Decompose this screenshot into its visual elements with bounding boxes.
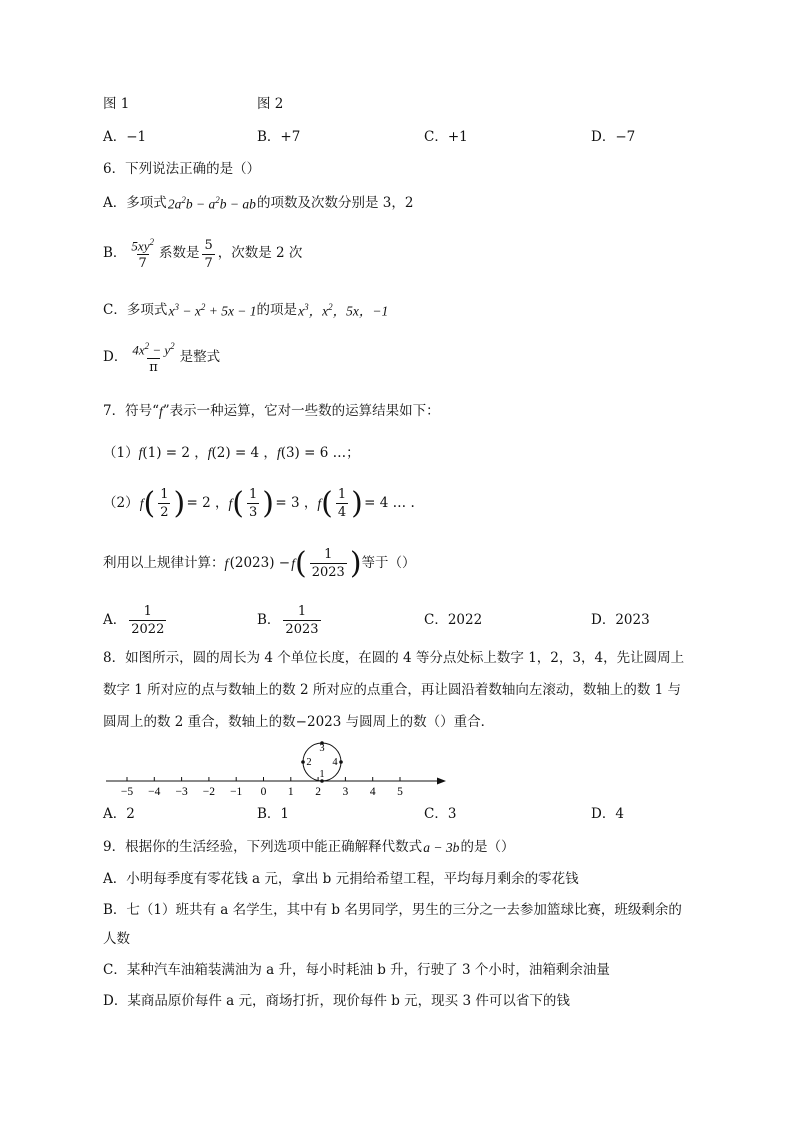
q6-b-coef-text: 系数是 bbox=[158, 245, 200, 262]
q6-d-prefix: D． bbox=[103, 349, 128, 366]
q7-rule-2-label: （2） bbox=[103, 494, 139, 511]
q7-stem-head: 7．符号“ bbox=[103, 403, 159, 419]
q9-expression: a − 3b bbox=[422, 840, 461, 855]
q7-option-a bbox=[103, 605, 169, 636]
q7-option-b bbox=[257, 605, 324, 636]
circle-point-right bbox=[339, 760, 343, 764]
q9-stem-prefix: 9．根据你的生活经验，下列选项中能正确解释代数式 bbox=[103, 839, 423, 855]
circle-label-3: 3 bbox=[319, 743, 325, 754]
q8-line-3: 圆周上的数 2 重合，数轴上的数−2023 与圆周上的数（）重合． bbox=[103, 714, 495, 730]
q7-option-b-fraction: $\frac{1}{2023}$ bbox=[285, 604, 319, 637]
q7-ask-suffix: 等于（） bbox=[361, 554, 416, 571]
q6-a-suffix: 的项数及次数分别是 3，2 bbox=[257, 194, 414, 211]
axis-tick-label: 2 bbox=[315, 786, 321, 798]
circle-label-4: 4 bbox=[332, 757, 338, 768]
q6-a-prefix: A．多项式 bbox=[103, 194, 167, 211]
number-line-figure bbox=[100, 733, 450, 801]
q6-d-fraction: $\frac{4x^2 - y^2}{\pi}$ bbox=[132, 341, 175, 376]
axis-tick-label: 0 bbox=[260, 786, 267, 798]
q6-option-c bbox=[103, 303, 388, 318]
q8-option-b: B．1 bbox=[257, 806, 290, 822]
q6-option-d bbox=[103, 342, 220, 374]
q7-ask-prefix: 利用以上规律计算： bbox=[103, 554, 225, 571]
q7-ask-expression: f (2023) − f ( $\frac{1}{2023}$ ) bbox=[224, 545, 362, 581]
axis-tick-label: 5 bbox=[397, 786, 403, 798]
q5-option-c: C．+1 bbox=[424, 129, 468, 145]
number-line-arrow-icon bbox=[437, 778, 446, 785]
q7-option-a-fraction: $\frac{1}{2022}$ bbox=[131, 604, 165, 637]
circle-label-1: 1 bbox=[319, 769, 325, 780]
axis-tick-label: −3 bbox=[175, 786, 188, 798]
q6-c-prefix: C．多项式 bbox=[103, 301, 168, 318]
q6-b-suffix: ，次数是 2 次 bbox=[217, 245, 303, 262]
q8-line-1: 8．如图所示，圆的周长为 4 个单位长度，在圆的 4 等分点处标上数字 1，2，3，4，先让圆周上 bbox=[103, 650, 685, 666]
q5-option-b: B．+7 bbox=[257, 129, 301, 145]
q8-option-d: D．4 bbox=[591, 806, 624, 822]
fig-label-2: 图 2 bbox=[257, 96, 284, 112]
q6-option-a bbox=[103, 196, 414, 211]
q9-option-d: D．某商品原价每件 a 元，商场打折，现价每件 b 元，现买 3 件可以省下的钱 bbox=[103, 993, 570, 1009]
q7-option-a-label: A． bbox=[103, 611, 127, 628]
q6-c-terms: $x^3$，$x^2$，5x，−1 bbox=[297, 302, 389, 319]
q7-ask bbox=[103, 545, 416, 581]
q6-c-polynomial: $x^3 - x^2 + 5x - 1$ bbox=[167, 302, 257, 319]
q7-rule-2 bbox=[103, 485, 415, 521]
circle-label-2: 2 bbox=[306, 757, 312, 768]
q5-option-a: A．−1 bbox=[103, 129, 147, 145]
q6-b-prefix: B． bbox=[103, 245, 127, 262]
axis-tick-label: 4 bbox=[369, 786, 376, 798]
q6-c-suffix: 的项是 bbox=[256, 301, 298, 318]
q6-option-b bbox=[103, 238, 302, 270]
q7-rule-1-label: （1） bbox=[103, 444, 139, 461]
q8-option-c: C．3 bbox=[424, 806, 457, 822]
q6-b-fraction: $\frac{5xy^2}{7}$ bbox=[131, 237, 154, 272]
q7-option-d: D．2023 bbox=[591, 612, 650, 628]
q6-stem: 6．下列说法正确的是（） bbox=[103, 161, 261, 177]
circle-point-left bbox=[301, 760, 305, 764]
q6-d-suffix: 是整式 bbox=[179, 349, 221, 366]
q5-option-d: D．−7 bbox=[591, 129, 636, 145]
q9-option-b-line-1: B．七（1）班共有 a 名学生，其中有 b 名男同学，男生的三分之一去参加篮球比赛，班级剩余的 bbox=[103, 902, 682, 918]
axis-tick-label: 3 bbox=[342, 786, 349, 798]
axis-tick-label: −4 bbox=[148, 786, 161, 798]
q7-stem-tail: ”表示一种运算，它对一些数的运算结果如下： bbox=[162, 403, 440, 419]
q7-option-b-label: B． bbox=[257, 611, 281, 628]
q9-option-b-line-2: 人数 bbox=[103, 931, 130, 947]
q7-rule-1 bbox=[103, 446, 360, 461]
q8-option-a: A．2 bbox=[103, 806, 135, 822]
q7-rule-1-body: f(1) = 2 ，f(2) = 4 ，f(3) = 6 …； bbox=[138, 445, 360, 461]
q8-line-2: 数字 1 所对应的点与数轴上的数 2 所对应的点重合，再让圆沿着数轴向左滚动，数轴上的数 1 与 bbox=[103, 682, 682, 698]
axis-tick-label: −1 bbox=[230, 786, 243, 798]
q7-rule-2-body: f ( $\frac{1}{2}$ ) = 2 ， f ( $\frac{1}{3}$ ) = 3 ， f ( $\frac{1}{4}$ ) = 4 … . bbox=[138, 485, 415, 521]
q9-stem-suffix: 的是（） bbox=[460, 839, 515, 855]
axis-tick-label: 1 bbox=[287, 786, 294, 798]
q7-option-c: C．2022 bbox=[424, 612, 483, 628]
q7-stem bbox=[103, 405, 440, 419]
q7-stem-f: f bbox=[159, 404, 163, 419]
axis-tick-label: −2 bbox=[202, 786, 216, 798]
q9-option-a: A．小明每季度有零花钱 a 元，拿出 b 元捐给希望工程，平均每月剩余的零花钱 bbox=[103, 871, 579, 887]
q9-option-c: C．某种汽车油箱装满油为 a 升，每小时耗油 b 升，行驶了 3 个小时，油箱剩余油量 bbox=[103, 962, 610, 978]
fig-label-1: 图 1 bbox=[103, 96, 130, 112]
q6-b-coef-fraction: $\frac{5}{7}$ bbox=[204, 237, 213, 271]
q6-a-expression: $2a^2b - a^2b$ − ab bbox=[166, 195, 258, 212]
axis-tick-label: −5 bbox=[120, 786, 134, 798]
q9-stem bbox=[103, 841, 514, 855]
